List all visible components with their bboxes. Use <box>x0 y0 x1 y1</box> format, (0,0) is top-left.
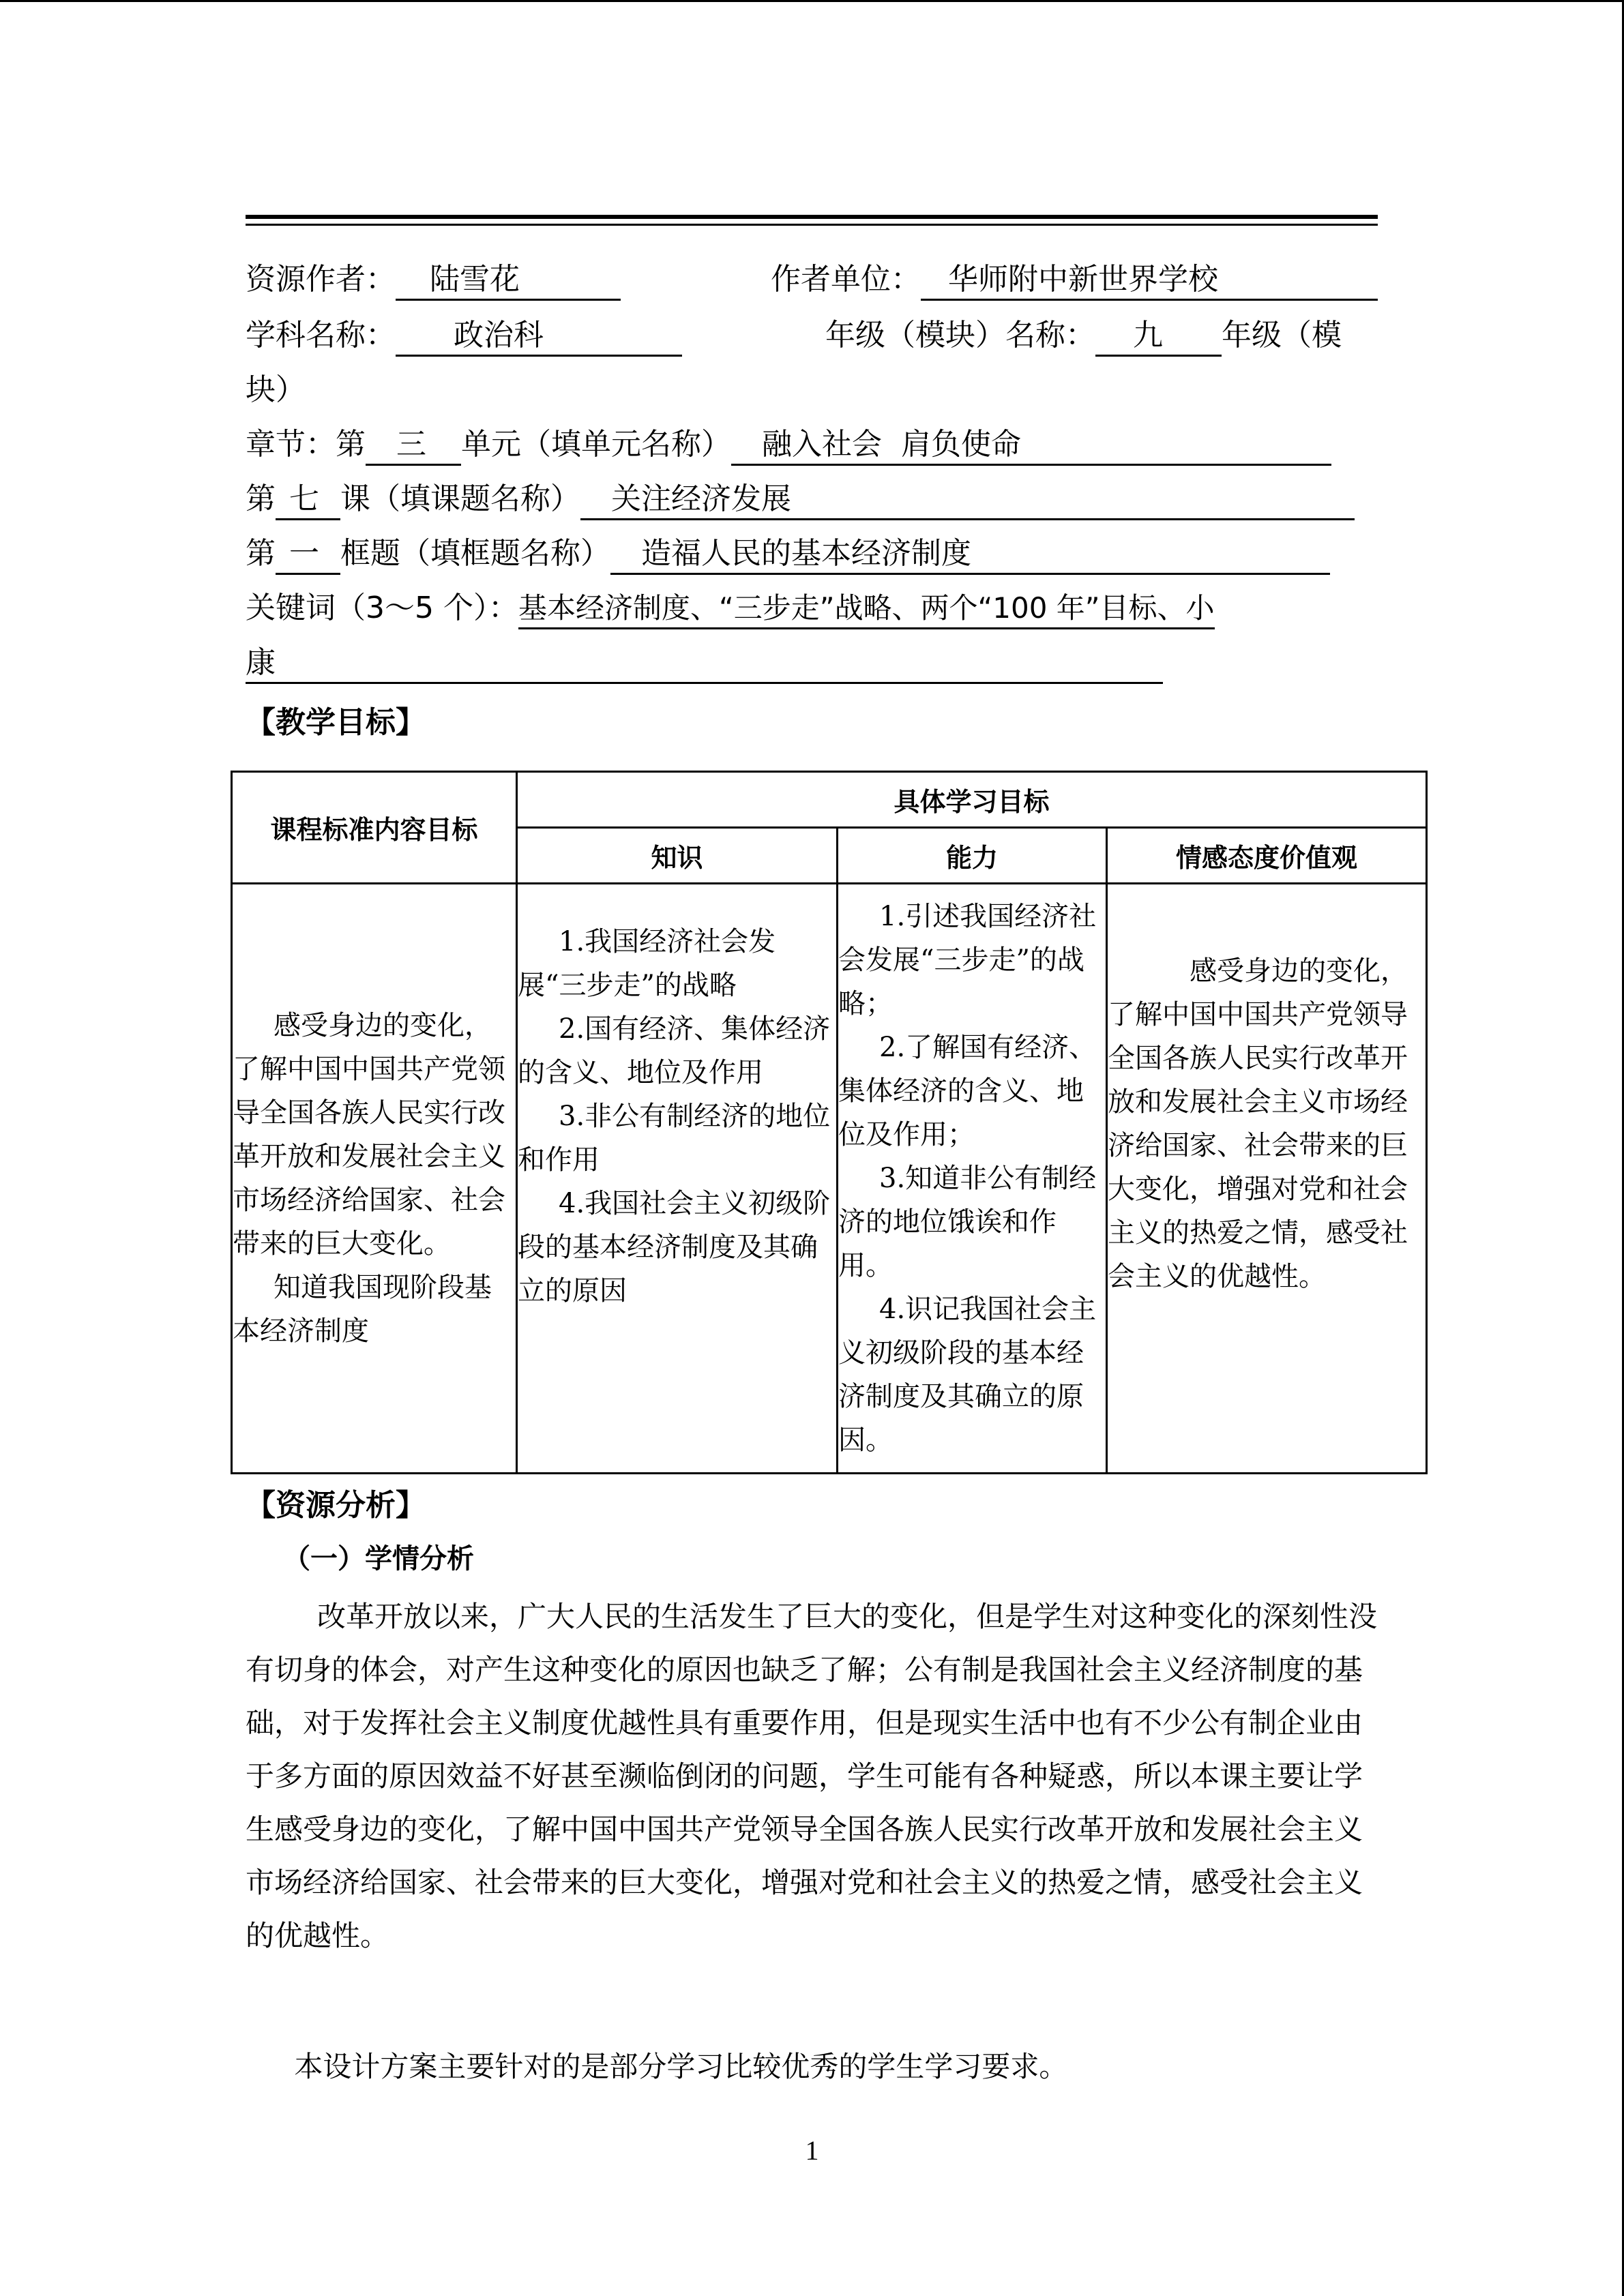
header-standard: 课程标准内容目标 <box>232 772 517 884</box>
cell-attitude <box>1107 884 1427 1474</box>
lesson-name: 关注经济发展 <box>580 480 1355 520</box>
grade-suffix-line <box>246 370 306 411</box>
knowledge-item: 1.我国经济社会发展“三步走”的战略 <box>518 926 776 1001</box>
ability-item: 2.了解国有经济、集体经济的含义、地位及作用； <box>838 1032 1097 1150</box>
lesson-line <box>246 479 1355 520</box>
header-rule-thick <box>246 215 1378 219</box>
chapter-prefix: 章节：第 <box>246 427 366 462</box>
author-line <box>246 259 621 301</box>
grade-suffix-2: 块） <box>246 372 306 407</box>
cell-ability <box>838 884 1107 1474</box>
knowledge-item: 3.非公有制经济的地位和作用 <box>518 1101 831 1176</box>
grade-label: 年级（模块）名称： <box>825 318 1095 353</box>
unit-value: 华师附中新世界学校 <box>921 260 1378 301</box>
keywords-label: 关键词（3～5 个）： <box>246 591 518 625</box>
knowledge-item: 4.我国社会主义初级阶段的基本经济制度及其确立的原因 <box>518 1188 831 1307</box>
body-paragraph-2: 本设计方案主要针对的是部分学习比较优秀的学生学习要求。 <box>294 2050 1068 2083</box>
grade-value: 九 <box>1095 316 1222 357</box>
subsection-student-analysis: （一）学情分析 <box>283 1543 474 1575</box>
lesson-mid: 课（填课题名称） <box>340 481 580 516</box>
cell-knowledge <box>517 884 838 1474</box>
chapter-name: 融入社会 肩负使命 <box>731 426 1331 466</box>
page-number: 1 <box>805 2135 819 2166</box>
unit-line <box>771 259 1378 301</box>
header-rule-thin <box>246 224 1378 226</box>
keywords-value-2: 康 <box>246 644 1163 684</box>
chapter-num: 三 <box>366 426 461 466</box>
standard-paragraph-2: 知道我国现阶段基本经济制度 <box>233 1272 492 1347</box>
section-resource-analysis: 【资源分析】 <box>246 1488 426 1523</box>
frame-line <box>246 533 1330 575</box>
ability-item: 3.知道非公有制经济的地位饿诶和作用。 <box>838 1163 1097 1281</box>
chapter-mid: 单元（填单元名称） <box>461 427 731 462</box>
frame-num: 一 <box>276 535 340 575</box>
cell-standard <box>232 884 517 1474</box>
header-specific: 具体学习目标 <box>517 772 1427 828</box>
unit-label: 作者单位： <box>771 262 921 297</box>
subject-label: 学科名称： <box>246 318 396 353</box>
ability-item: 4.识记我国社会主义初级阶段的基本经济制度及其确立的原因。 <box>838 1294 1097 1456</box>
author-value: 陆雪花 <box>396 260 621 301</box>
body-paragraph-1: 改革开放以来，广大人民的生活发生了巨大的变化，但是学生对这种变化的深刻性没有切身的体会，对产生这种变化的原因也缺乏了解；公有制是我国社会主义经济制度的基础，对于发挥社会主义制度优越性具有重要作用，但是现实生活中也有不少公有制企业由于多方面的原因效益不好甚至濒临倒闭的问题，学生可能有各种疑惑，所以本课主要让学生感受身边的变化，了解中国中国共产党领导全国各族人民实行改革开放和发展社会主义市场经济给国家、社会带来的巨大变化，增强对党和社会主义的热爱之情，感受社会主义的优越性。 <box>246 1600 1378 1952</box>
grade-line <box>825 315 1342 357</box>
frame-prefix: 第 <box>246 536 276 571</box>
subject-value: 政治科 <box>396 316 682 357</box>
teaching-goals-table <box>231 771 1428 1474</box>
header-ability: 能力 <box>838 828 1107 884</box>
keywords-line <box>246 588 1215 629</box>
header-attitude: 情感态度价值观 <box>1107 828 1427 884</box>
subject-line <box>246 315 682 357</box>
attitude-text: 感受身边的变化，了解中国中国共产党领导全国各族人民实行改革开放和发展社会主义市场经济给国家、社会带来的巨大变化，增强对党和社会主义的热爱之情，感受社会主义的优越性。 <box>1108 955 1408 1292</box>
grade-suffix: 年级（模 <box>1222 318 1342 353</box>
frame-name: 造福人民的基本经济制度 <box>610 535 1330 575</box>
author-label: 资源作者： <box>246 262 396 297</box>
page-border-top <box>0 0 1624 2</box>
knowledge-item: 2.国有经济、集体经济的含义、地位及作用 <box>518 1013 831 1088</box>
keywords-value: 基本经济制度、“三步走”战略、两个“100 年”目标、小 <box>518 589 1215 629</box>
frame-mid: 框题（填框题名称） <box>340 536 610 571</box>
header-knowledge: 知识 <box>517 828 838 884</box>
standard-paragraph-1: 感受身边的变化，了解中国中国共产党领导全国各族人民实行改革开放和发展社会主义市场经济给国家、社会带来的巨大变化。 <box>233 1010 505 1259</box>
lesson-prefix: 第 <box>246 481 276 516</box>
ability-item: 1.引述我国经济社会发展“三步走”的战略； <box>838 901 1097 1019</box>
lesson-num: 七 <box>276 480 340 520</box>
section-teaching-goals: 【教学目标】 <box>246 705 426 740</box>
keywords-line-2 <box>246 642 1163 684</box>
chapter-line <box>246 424 1331 466</box>
